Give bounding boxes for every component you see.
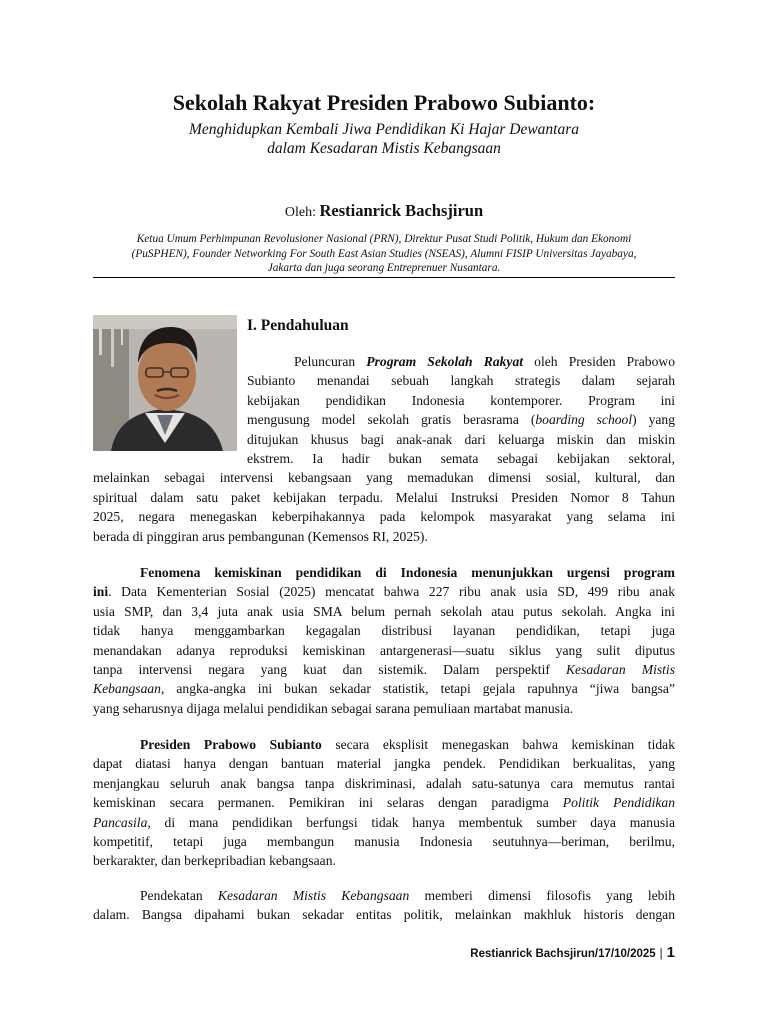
text-run: secara eksplisit menegaskan bahwa kemiskinan tidak	[321, 737, 675, 752]
page-footer	[93, 944, 675, 961]
paragraph-intro	[93, 352, 675, 546]
page-number: 1	[666, 944, 675, 961]
text-line	[93, 813, 675, 832]
text-line	[247, 352, 675, 371]
text-line	[93, 563, 675, 582]
text-run: , angka-angka ini bukan sekadar statistik, tetapi gejala rapuhnya “jiwa bangsa”	[160, 681, 675, 697]
text-run-italic: Kebangsaan	[93, 681, 161, 697]
text-line: spiritual dalam satu paket kebijakan terpadu. Melalui Instruksi Presiden Nomor 8 Tahun	[93, 489, 675, 505]
affiliation-line: Ketua Umum Perhimpunan Revolusioner Nasional (PRN), Direktur Pusat Studi Politik, Hukum dan Ekonomi	[136, 233, 632, 245]
author-affiliation	[93, 232, 675, 276]
text-run: Peluncuran	[294, 354, 367, 369]
section-heading: I. Pendahuluan	[247, 317, 349, 334]
text-run-italic: Pancasila	[93, 814, 148, 830]
author-name: Restianrick Bachsjirun	[319, 201, 484, 220]
text-run: tanpa intervensi negara yang kuat dan sistemik. Dalam perspektif	[93, 661, 566, 677]
text-run-bold: ini	[93, 584, 109, 600]
document-subtitle	[93, 120, 675, 158]
text-line	[93, 793, 675, 812]
text-line: dapat diatasi hanya dengan bantuan material jangka pendek. Pendidikan berkualitas, yang	[93, 756, 675, 772]
text-line: kompetitif, tetapi juga membangun manusia Indonesia seutuhnya—beriman, berilmu,	[93, 833, 675, 849]
text-run-italic: Kesadaran Mistis Kebangsaan	[217, 888, 410, 903]
text-run-emphasis: Program Sekolah Rakyat	[366, 354, 524, 369]
text-line	[93, 679, 675, 698]
text-line: melainkan sebagai intervensi kebangsaan yang memadukan dimensi sosial, kultural, dan	[93, 470, 675, 486]
text-line	[93, 735, 675, 754]
text-line: Subianto menandai sebuah langkah strategis dalam sejarah	[247, 373, 675, 389]
paragraph-fenomena	[93, 563, 675, 718]
subtitle-line: Menghidupkan Kembali Jiwa Pendidikan Ki Hajar Dewantara	[188, 121, 580, 138]
text-line: kebijakan pendidikan Indonesia kontemporer. Program ini	[247, 392, 675, 408]
text-line	[93, 582, 675, 601]
text-run-bold: Presiden Prabowo Subianto	[140, 737, 322, 752]
text-run-bold: Fenomena kemiskinan pendidikan di Indonesia menunjukkan urgensi program	[140, 565, 675, 580]
text-run-italic: Kesadaran Mistis	[565, 661, 675, 677]
text-line: yang seharusnya dijaga melalui pendidikan sebagai sarana pemuliaan martabat manusia.	[93, 700, 574, 716]
affiliation-line: (PuSPHEN), Founder Networking For South East Asian Studies (NSEAS), Alumni FISIP Universitas Jayabaya,	[131, 247, 637, 260]
subtitle-line: dalam Kesadaran Mistis Kebangsaan	[267, 140, 501, 157]
text-run-italic: Politik Pendidikan	[562, 795, 675, 811]
text-line	[93, 660, 675, 679]
text-line: menjangkau seluruh anak bangsa tanpa diskriminasi, adalah satu-satunya cara memutus rantai	[93, 775, 675, 791]
text-line: usia SMP, dan 3,4 juta anak usia SMA belum pernah sekolah atau putus sekolah. Angka ini	[93, 603, 675, 619]
text-run: . Data Kementerian Sosial (2025) mencatat bahwa 227 ribu anak usia SD, 499 ribu anak	[108, 584, 675, 600]
text-run-italic: boarding school	[535, 412, 633, 428]
document-title: Sekolah Rakyat Presiden Prabowo Subianto:	[172, 90, 596, 115]
text-run: , di mana pendidikan berfungsi tidak hanya membentuk sumber daya manusia	[147, 814, 675, 830]
text-run: oleh Presiden Prabowo	[523, 354, 675, 369]
paragraph-presiden	[93, 735, 675, 871]
text-line: tidak hanya menggambarkan kegagalan distribusi layanan pendidikan, tetapi juga	[93, 623, 675, 639]
text-line: dalam. Bangsa dipahami bukan sekadar entitas politik, melainkan makhluk historis dengan	[93, 907, 675, 923]
footer-separator: |	[659, 948, 663, 960]
byline	[93, 201, 675, 223]
text-run: kemiskinan secara permanen. Pemikiran ini selaras dengan paradigma	[93, 795, 563, 811]
text-line: ekstrem. Ia hadir bukan semata sebagai kebijakan sektoral,	[247, 450, 675, 466]
text-line	[93, 886, 675, 905]
byline-label: Oleh:	[284, 205, 316, 220]
affiliation-line: Jakarta dan juga seorang Entreprenuer Nusantara.	[267, 262, 501, 274]
text-line: ditujukan khusus bagi anak-anak dari keluarga miskin dan miskin	[247, 431, 675, 447]
footer-credit: Restianrick Bachsjirun/17/10/2025	[470, 948, 656, 960]
text-line: 2025, negara menegaskan keberpihakannya pada kelompok masyarakat yang selama ini	[93, 509, 675, 525]
text-run: Pendekatan	[140, 888, 218, 903]
text-line: berada di pinggiran arus pembangunan (Kemensos RI, 2025).	[93, 528, 428, 544]
paragraph-pendekatan	[93, 886, 675, 925]
text-line: berkarakter, dan berkepribadian kebangsaan.	[93, 853, 336, 869]
text-line	[247, 410, 675, 429]
text-run: mengusung model sekolah gratis berasrama (	[247, 412, 536, 428]
header-divider	[93, 277, 675, 278]
text-run: memberi dimensi filosofis yang lebih	[409, 888, 675, 903]
text-run: ) yang	[632, 412, 676, 428]
text-line: menandakan adanya reproduksi kemiskinan antargenerasi—suatu siklus yang sulit diputus	[93, 642, 675, 658]
